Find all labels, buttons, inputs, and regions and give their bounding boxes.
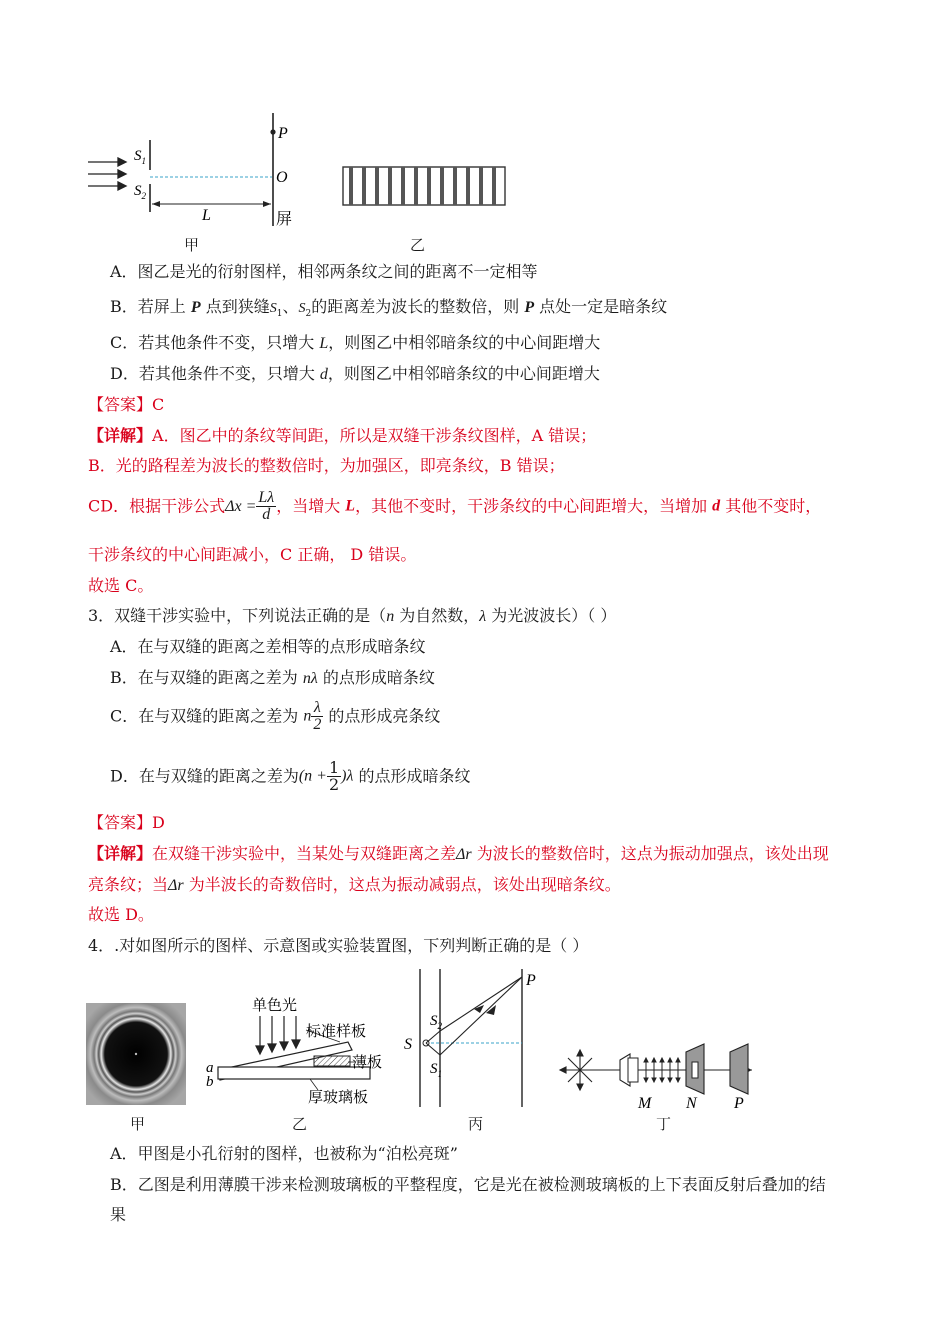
double-slit-path-diagram	[400, 965, 550, 1110]
q4-option-a: A．甲图是小孔衍射的图样，也被称为“泊松亮斑”	[110, 1144, 458, 1163]
q2-detail-1: 【详解】A．图乙中的条纹等间距，所以是双缝干涉条纹图样，A 错误；	[88, 426, 597, 445]
label-p: P	[278, 125, 288, 142]
label-s1: $S_1$	[134, 148, 146, 166]
q2-detail-2: B．光的路程差为波长的整数倍时，为加强区，即亮条纹，B 错误；	[88, 456, 565, 475]
label-n: N	[686, 1095, 697, 1112]
label-p-top: P	[526, 972, 536, 989]
q2-option-c: C．若其他条件不变，只增大 L，则图乙中相邻暗条纹的中心间距增大	[110, 333, 601, 352]
formula-delta-x: Δx = $\frac{L\lambda}{d}$	[225, 489, 275, 523]
label-o: O	[276, 169, 288, 186]
fig4-caption-1: 甲	[130, 1115, 146, 1133]
q2-answer: 【答案】C	[88, 395, 165, 414]
fig1-caption-left: 甲	[184, 236, 200, 254]
label-s2: $S_2$	[134, 183, 146, 201]
q3-option-c: C．在与双缝的距离之差为 n $\frac{\lambda}{2}$ 的点形成亮条纹	[110, 699, 441, 733]
label-a: a	[206, 1060, 214, 1076]
fig4-caption-3: 丙	[468, 1115, 484, 1133]
fig1-caption-right: 乙	[410, 236, 426, 254]
label-s1-b: $S_1$	[430, 1061, 442, 1079]
poisson-spot-image	[86, 1003, 186, 1105]
fig4-caption-2: 乙	[292, 1115, 308, 1133]
label-monochromatic: 单色光	[252, 998, 298, 1014]
fringe-pattern	[340, 164, 510, 208]
q3-detail-1: 【详解】在双缝干涉实验中，当某处与双缝距离之差Δr 为波长的整数倍时，这点为振动加强点，该处出现	[88, 844, 829, 863]
label-thick-glass: 厚玻璃板	[308, 1090, 369, 1106]
label-s2-b: $S_2$	[430, 1013, 442, 1031]
thin-film-diagram	[200, 990, 400, 1110]
q3-option-a: A．在与双缝的距离之差相等的点形成暗条纹	[110, 637, 426, 656]
q2-option-d: D．若其他条件不变，只增大 d，则图乙中相邻暗条纹的中心间距增大	[110, 364, 600, 383]
label-p-screen: P	[734, 1095, 744, 1112]
double-slit-diagram	[80, 108, 340, 258]
q3-option-d: D．在与双缝的距离之差为(n + $\frac{1}{2}$ )λ 的点形成暗条纹	[110, 758, 471, 794]
label-l: L	[202, 207, 211, 224]
q2-option-a: A．图乙是光的衍射图样，相邻两条纹之间的距离不一定相等	[110, 262, 538, 281]
q3-detail-2: 亮条纹；当Δr 为半波长的奇数倍时，这点为振动减弱点，该处出现暗条纹。	[88, 875, 621, 894]
q3-conclusion: 故选 D。	[88, 905, 154, 924]
label-thin-plate: 薄板	[352, 1055, 383, 1071]
q4-option-b-line2: 果	[110, 1205, 127, 1224]
q4-stem: 4．.对如图所示的图样、示意图或实验装置图，下列判断正确的是（ ）	[88, 936, 589, 955]
polarization-diagram	[556, 1040, 756, 1112]
q3-option-b: B．在与双缝的距离之差为 nλ 的点形成暗条纹	[110, 668, 435, 687]
label-b: b	[206, 1074, 214, 1090]
q2-detail-3: CD．根据干涉公式Δx = $\frac{L\lambda}{d}$ ，当增大 L，其他不变时，干涉条纹的中心间距增大，当增加 d 其他不变时，	[88, 489, 822, 523]
label-m: M	[638, 1095, 652, 1112]
label-s: S	[404, 1036, 412, 1053]
q3-stem: 3．双缝干涉实验中，下列说法正确的是（n 为自然数，λ 为光波波长）（ ）	[88, 606, 617, 625]
q2-conclusion: 故选 C。	[88, 576, 154, 595]
q2-detail-4: 干涉条纹的中心间距减小，C 正确， D 错误。	[88, 545, 417, 564]
q4-option-b-line1: B．乙图是利用薄膜干涉来检测玻璃板的平整程度，它是光在被检测玻璃板的上下表面反射后叠加的结	[110, 1175, 826, 1194]
label-screen: 屏	[276, 211, 293, 228]
fig4-caption-4: 丁	[656, 1115, 672, 1133]
q3-answer: 【答案】D	[88, 813, 165, 832]
q2-option-b: B．若屏上 P 点到狭缝$S_1$、$S_2$的距离差为波长的整数倍，则 P 点处一定是暗条纹	[110, 297, 668, 320]
label-standard-plate: 标准样板	[306, 1024, 367, 1040]
